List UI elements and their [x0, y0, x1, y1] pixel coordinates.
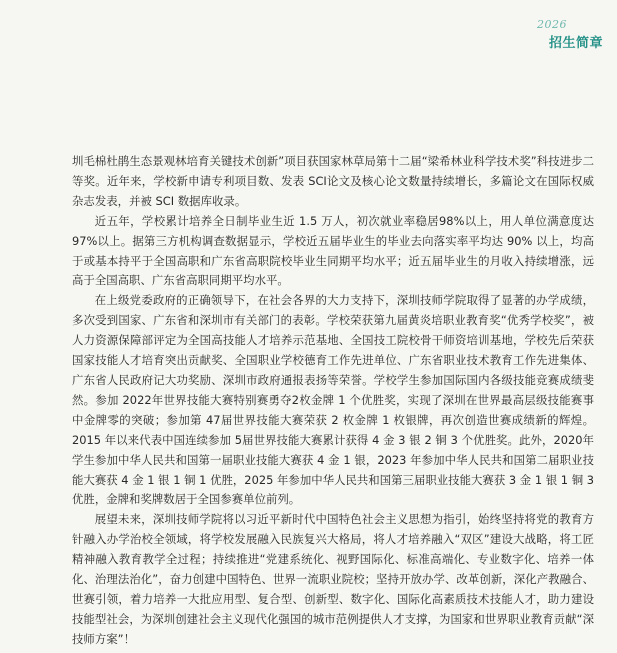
logo-year: 2026	[537, 18, 567, 31]
article-body	[72, 152, 594, 650]
paragraph-achievements: 在上级党委政府的正确领导下，在社会各界的大力支持下，深圳技师学院取得了显著的办学成绩，多次受到国家、广东省和深圳市有关部门的表彰。学校荣获第九届黄炎培职业教育奖“优秀学校奖”，被人力资源保障部评定为全国高技能人才培养示范基地、全国技工院校骨干师资培训基地，学校先后荣获国家技能人才培育突出贡献奖、全国职业学校德育工作先进单位、广东省职业技术教育工作先进集体、广东省人民政府记大功奖励、深圳市政府通报表扬等荣誉。学校学生参加国际国内各级技能竞赛成绩斐然。参加 2022年世界技能大赛特别赛勇夺2枚金牌 1 个优胜奖，实现了深圳在世界最高层级技能赛事中金牌零的突破；参加第 47届世界技能大赛荣获 2 枚金牌 1 枚银牌，再次创造世赛成绩新的辉煌。2015 年以来代表中国连续参加 5届世界技能大赛累计获得 4 金 3 银 2 铜 3 个优胜奖。此外，2020年学生参加中华人民共和国第一届职业技能大赛获 4 金 1 银，2023 年参加中华人民共和国第二届职业技能大赛获 4 金 1 银 1 铜 1 优胜，2025 年参加中华人民共和国第三届职业技能大赛获 3 金 1 银 1 铜 3 优胜，金牌和奖牌数居于全国参赛单位前列。	[72, 293, 595, 507]
logo-title: 招生简章	[548, 36, 603, 51]
paragraph-outlook: 展望未来，深圳技师学院将以习近平新时代中国特色社会主义思想为指引，始终坚持将党的教育方针融入办学治校全领域，将学校发展融入民族复兴大格局，将人才培养融入“双区”建设大战略，将工匠精神融入教育教学全过程；持续推进“党建系统化、视野国际化、标准高端化、专业数字化、培养一体化、治理法治化”，奋力创建中国特色、世界一流职业院校；坚持开放办学、改革创新，深化产教融合、世赛引领，着力培养一大批应用型、复合型、创新型、数字化、国际化高素质技术技能人才，助力建设技能型社会，为深圳创建社会主义现代化强国的城市范例提供人才支撑，为国家和世界职业教育贡献“深技师方案”！	[72, 512, 594, 646]
page-header	[493, 18, 603, 58]
paragraph-employment: 近五年，学校累计培养全日制毕业生近 1.5 万人，初次就业率稳居98%以上，用人单位满意度达 97%以上。据第三方机构调查数据显示，学校近五届毕业生的毕业去向落实率平均达 90% 以上，均高于或基本持平于全国高职和广东省高职院校毕业生同期平均水平；近五届毕业生的月收入持续增涨，远高于全国高职、广东省高职同期平均水平。	[72, 213, 594, 288]
paragraph-research: 圳毛棉杜鹃生态景观林培育关键技术创新”项目获国家林草局第十二届“梁希林业科学技术奖”科技进步二等奖。近年来，学校新申请专利项目数、发表 SCI论文及核心论文数量持续增长，多篇论文在国际权威杂志发表，并被 SCI 数据库收录。	[72, 154, 594, 208]
